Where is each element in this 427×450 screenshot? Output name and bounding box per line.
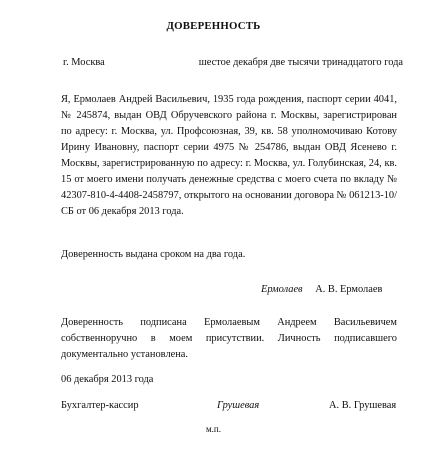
document-title: ДОВЕРЕННОСТЬ bbox=[166, 20, 261, 32]
date-in-words: шестое декабря две тысячи тринадцатого года bbox=[198, 57, 403, 68]
place-and-date-line bbox=[63, 57, 403, 68]
stamp-place-mark: м.п. bbox=[205, 424, 221, 434]
principal-name: А. В. Ермолаев bbox=[315, 284, 383, 295]
main-paragraph: Я, Ермолаев Андрей Васильевич, 1935 года рождения, паспорт серии 4041, № 245874, выдан ОВД Обручевского района г. Москвы, зарегистрирован по адресу: г. Москва, ул. Профсоюзная, 39, кв. 58 уполномочиваю Котову Ирину Ивановну, паспорт серии 4975 № 254786, выдан ОВД Ясенево г. Москвы, зарегистрированную по адресу: г. Москва, ул. Голубинская, 24, кв. 15 от моего имени получать денежные средства с моего счета по вкладу № 42307-810-4-4408-2458797, открытого на основании договора № 061213-10/СБ от 06 декабря 2013 года. bbox=[61, 94, 397, 217]
certification-date: 06 декабря 2013 года bbox=[61, 374, 154, 385]
accountant-name: А. В. Грушевая bbox=[329, 400, 397, 411]
accountant-signature: Грушевая bbox=[217, 400, 260, 411]
certification-paragraph: Доверенность подписана Ермолаевым Андреем Васильевичем собственноручно в моем присутствии. Личность подписавшего документально установлена. bbox=[61, 317, 397, 360]
accountant-role: Бухгалтер-кассир bbox=[61, 400, 139, 411]
city: г. Москва bbox=[63, 57, 105, 68]
validity-paragraph: Доверенность выдана сроком на два года. bbox=[61, 249, 246, 260]
principal-signature-line bbox=[261, 284, 382, 295]
principal-signature: Ермолаев bbox=[261, 284, 303, 295]
